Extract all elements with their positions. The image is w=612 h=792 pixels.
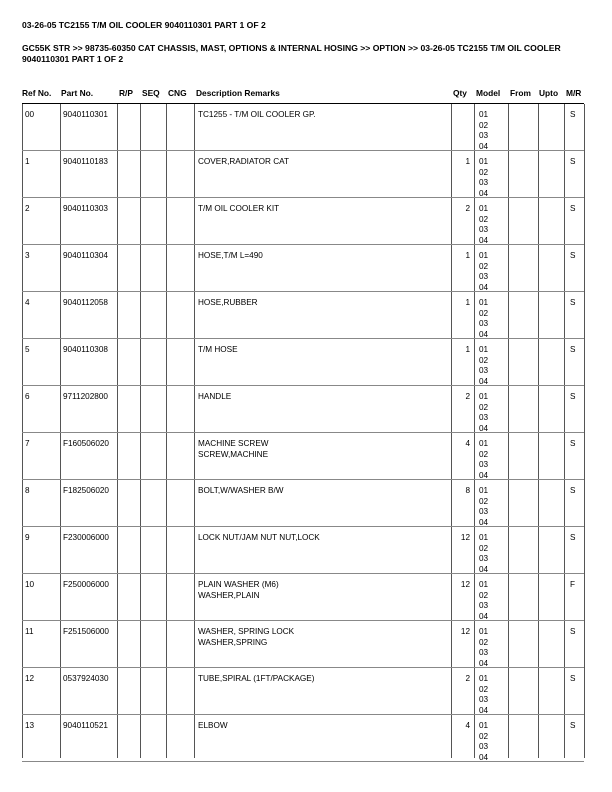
table-row xyxy=(0,151,612,198)
model-code: 03 xyxy=(479,742,489,751)
description-line: TUBE,SPIRAL (1FT/PACKAGE) xyxy=(198,674,315,683)
model-cell xyxy=(479,439,488,481)
model-code: 02 xyxy=(479,543,489,553)
description-cell xyxy=(198,674,314,685)
model-code: 04 xyxy=(479,658,489,668)
model-code: 03 xyxy=(479,554,489,563)
table-row xyxy=(0,668,612,715)
model-cell xyxy=(479,298,488,340)
model-code: 02 xyxy=(479,167,489,177)
model-code: 04 xyxy=(479,611,489,621)
mr-cell: S xyxy=(570,674,576,683)
description-line: T/M OIL COOLER KIT xyxy=(198,204,280,213)
description-line: LOCK NUT/JAM NUT NUT,LOCK xyxy=(198,533,320,542)
description-line: ELBOW xyxy=(198,721,228,730)
qty-cell: 4 xyxy=(465,721,470,730)
qty-cell: 1 xyxy=(465,157,470,166)
col-from: From xyxy=(510,88,531,98)
description-line: MACHINE SCREW xyxy=(198,439,269,448)
model-code: 01 xyxy=(479,157,489,166)
qty-cell: 1 xyxy=(465,298,470,307)
qty-cell: 12 xyxy=(460,580,470,589)
model-code: 02 xyxy=(479,120,489,130)
model-code: 01 xyxy=(479,721,489,730)
model-code: 02 xyxy=(479,355,489,365)
model-code: 03 xyxy=(479,131,489,140)
model-cell xyxy=(479,110,488,152)
ref-no-cell: 3 xyxy=(25,251,30,260)
model-code: 04 xyxy=(479,376,489,386)
col-description: Description Remarks xyxy=(196,88,280,98)
model-code: 03 xyxy=(479,272,489,281)
mr-cell: S xyxy=(570,392,576,401)
model-cell xyxy=(479,627,488,669)
col-seq: SEQ xyxy=(142,88,160,98)
model-code: 01 xyxy=(479,674,489,683)
part-no-cell: 9040110308 xyxy=(63,345,108,354)
mr-cell: F xyxy=(570,580,576,589)
model-code: 02 xyxy=(479,308,489,318)
part-no-cell: 0537924030 xyxy=(63,674,109,683)
model-code: 01 xyxy=(479,627,489,636)
model-code: 04 xyxy=(479,752,489,762)
model-cell xyxy=(479,251,488,293)
part-no-cell: F251506000 xyxy=(63,627,109,636)
model-code: 02 xyxy=(479,402,489,412)
description-line: TC1255 - T/M OIL COOLER GP. xyxy=(198,110,316,119)
description-cell xyxy=(198,110,316,121)
row-divider xyxy=(22,761,584,762)
model-code: 01 xyxy=(479,251,489,260)
description-line: PLAIN WASHER (M6) xyxy=(198,580,279,589)
model-code: 02 xyxy=(479,214,489,224)
model-code: 03 xyxy=(479,225,489,234)
model-code: 04 xyxy=(479,329,489,339)
mr-cell: S xyxy=(570,345,576,354)
ref-no-cell: 5 xyxy=(25,345,30,354)
part-no-cell: 9040110521 xyxy=(63,721,108,730)
description-line: WASHER,PLAIN xyxy=(198,590,260,600)
description-line: SCREW,MACHINE xyxy=(198,449,269,459)
model-code: 04 xyxy=(479,517,489,527)
mr-cell: S xyxy=(570,721,576,730)
model-code: 02 xyxy=(479,637,489,647)
qty-cell: 2 xyxy=(465,392,470,401)
table-row xyxy=(0,339,612,386)
col-rp: R/P xyxy=(119,88,133,98)
model-cell xyxy=(479,533,488,575)
model-code: 01 xyxy=(479,533,489,542)
part-no-cell: F182506020 xyxy=(63,486,109,495)
table-row xyxy=(0,527,612,574)
model-cell xyxy=(479,721,488,763)
table-row xyxy=(0,104,612,151)
qty-cell: 8 xyxy=(465,486,470,495)
qty-cell: 1 xyxy=(465,345,470,354)
model-code: 01 xyxy=(479,580,489,589)
table-row xyxy=(0,433,612,480)
part-no-cell: 9040110301 xyxy=(63,110,108,119)
description-cell xyxy=(198,439,269,460)
table-row xyxy=(0,386,612,433)
col-cng: CNG xyxy=(168,88,187,98)
page-title: 03-26-05 TC2155 T/M OIL COOLER 9040110301 PART 1 OF 2 xyxy=(22,20,266,30)
table-row xyxy=(0,198,612,245)
model-code: 04 xyxy=(479,564,489,574)
col-upto: Upto xyxy=(539,88,559,98)
breadcrumb: GC55K STR >> 98735-60350 CAT CHASSIS, MAST, OPTIONS & INTERNAL HOSING >> OPTION >> 03-26-05 TC2155 T/M OIL COOLER 9040110301 PART 1 OF 2 xyxy=(22,43,561,64)
table-row xyxy=(0,292,612,339)
table-row xyxy=(0,621,612,668)
description-cell xyxy=(198,580,279,601)
model-code: 04 xyxy=(479,141,489,151)
model-cell xyxy=(479,486,488,528)
ref-no-cell: 7 xyxy=(25,439,30,448)
model-code: 01 xyxy=(479,298,489,307)
part-no-cell: 9711202800 xyxy=(63,392,108,401)
qty-cell: 1 xyxy=(465,251,470,260)
model-code: 02 xyxy=(479,731,489,741)
table-row xyxy=(0,715,612,762)
model-code: 01 xyxy=(479,204,489,213)
model-code: 04 xyxy=(479,235,489,245)
model-code: 03 xyxy=(479,507,489,516)
ref-no-cell: 1 xyxy=(25,157,30,166)
qty-cell: 2 xyxy=(465,674,470,683)
model-code: 04 xyxy=(479,470,489,480)
description-line: HOSE,T/M L=490 xyxy=(198,251,263,260)
mr-cell: S xyxy=(570,439,576,448)
mr-cell: S xyxy=(570,110,576,119)
ref-no-cell: 2 xyxy=(25,204,30,213)
mr-cell: S xyxy=(570,533,576,542)
model-code: 04 xyxy=(479,282,489,292)
model-code: 03 xyxy=(479,648,489,657)
ref-no-cell: 10 xyxy=(25,580,35,589)
mr-cell: S xyxy=(570,298,576,307)
description-cell xyxy=(198,345,238,356)
table-row xyxy=(0,480,612,527)
model-code: 03 xyxy=(479,366,489,375)
mr-cell: S xyxy=(570,627,576,636)
ref-no-cell: 11 xyxy=(25,627,34,636)
description-line: HANDLE xyxy=(198,392,232,401)
model-code: 03 xyxy=(479,460,489,469)
ref-no-cell: 9 xyxy=(25,533,30,542)
col-qty: Qty xyxy=(453,88,467,98)
description-line: WASHER,SPRING xyxy=(198,637,268,647)
part-no-cell: 9040110183 xyxy=(63,157,108,166)
model-code: 04 xyxy=(479,705,489,715)
model-code: 03 xyxy=(479,413,489,422)
ref-no-cell: 13 xyxy=(25,721,35,730)
description-line: T/M HOSE xyxy=(198,345,238,354)
mr-cell: S xyxy=(570,157,576,166)
model-code: 01 xyxy=(479,110,489,119)
description-line: COVER,RADIATOR CAT xyxy=(198,157,289,166)
col-part-no: Part No. xyxy=(61,88,94,98)
ref-no-cell: 8 xyxy=(25,486,30,495)
part-no-cell: 9040112058 xyxy=(63,298,108,307)
col-model: Model xyxy=(476,88,501,98)
qty-cell: 2 xyxy=(465,204,470,213)
model-cell xyxy=(479,674,488,716)
model-cell xyxy=(479,580,488,622)
model-code: 01 xyxy=(479,392,489,401)
model-code: 02 xyxy=(479,590,489,600)
qty-cell: 12 xyxy=(460,533,470,542)
description-cell xyxy=(198,392,231,403)
model-code: 01 xyxy=(479,345,489,354)
model-cell xyxy=(479,204,488,246)
description-cell xyxy=(198,157,289,168)
ref-no-cell: 00 xyxy=(25,110,35,119)
mr-cell: S xyxy=(570,251,576,260)
model-code: 03 xyxy=(479,178,489,187)
part-no-cell: 9040110304 xyxy=(63,251,108,260)
description-line: HOSE,RUBBER xyxy=(198,298,258,307)
model-code: 02 xyxy=(479,684,489,694)
model-cell xyxy=(479,392,488,434)
qty-cell: 4 xyxy=(465,439,470,448)
model-code: 02 xyxy=(479,496,489,506)
part-no-cell: F160506020 xyxy=(63,439,109,448)
model-code: 02 xyxy=(479,449,489,459)
ref-no-cell: 4 xyxy=(25,298,30,307)
mr-cell: S xyxy=(570,486,576,495)
col-mr: M/R xyxy=(566,88,582,98)
model-code: 03 xyxy=(479,695,489,704)
model-code: 04 xyxy=(479,423,489,433)
description-line: BOLT,W/WASHER B/W xyxy=(198,486,284,495)
description-line: WASHER, SPRING LOCK xyxy=(198,627,295,636)
model-cell xyxy=(479,157,488,199)
col-ref-no: Ref No. xyxy=(22,88,52,98)
description-cell xyxy=(198,298,258,309)
part-no-cell: F250006000 xyxy=(63,580,109,589)
parts-table xyxy=(0,104,612,762)
mr-cell: S xyxy=(570,204,576,213)
model-code: 01 xyxy=(479,439,489,448)
description-cell xyxy=(198,251,263,262)
model-code: 03 xyxy=(479,601,489,610)
ref-no-cell: 6 xyxy=(25,392,30,401)
qty-cell: 12 xyxy=(460,627,470,636)
description-cell xyxy=(198,627,294,648)
model-code: 03 xyxy=(479,319,489,328)
model-cell xyxy=(479,345,488,387)
part-no-cell: F230006000 xyxy=(63,533,109,542)
model-code: 01 xyxy=(479,486,489,495)
description-cell xyxy=(198,721,228,732)
description-cell xyxy=(198,533,320,544)
description-cell xyxy=(198,486,284,497)
table-row xyxy=(0,574,612,621)
model-code: 04 xyxy=(479,188,489,198)
part-no-cell: 9040110303 xyxy=(63,204,108,213)
table-row xyxy=(0,245,612,292)
description-cell xyxy=(198,204,279,215)
model-code: 02 xyxy=(479,261,489,271)
table-header xyxy=(0,88,612,100)
ref-no-cell: 12 xyxy=(25,674,35,683)
